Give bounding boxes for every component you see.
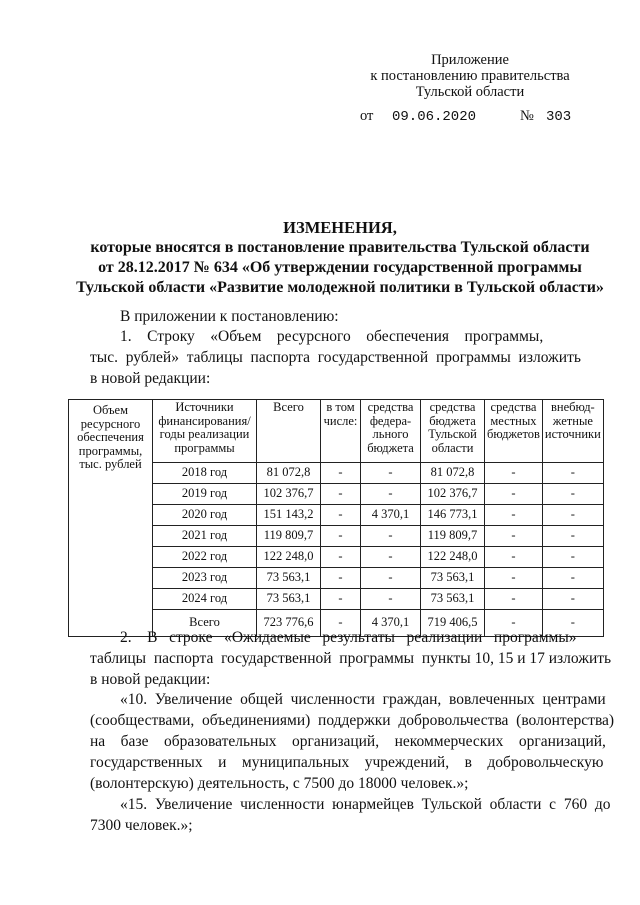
cell-federal: 4 370,1 — [361, 505, 421, 526]
item-1-line-2: тыс. рублей» таблицы паспорта государственной программы изложить — [90, 349, 581, 366]
cell-year: 2018 год — [153, 463, 257, 484]
cell-local: - — [485, 484, 543, 505]
document-title — [60, 218, 620, 298]
header-line: бюджета — [429, 413, 476, 428]
cell-year: 2022 год — [153, 547, 257, 568]
cell-offbudget: - — [542, 526, 603, 547]
item-1-line-1: 1. Строку «Объем ресурсного обеспечения программы, — [120, 328, 544, 345]
item-1-line-3: в новой редакции: — [90, 370, 211, 387]
cell-total: 151 143,2 — [257, 505, 321, 526]
header-line: средства — [429, 400, 476, 414]
cell-federal: - — [361, 463, 421, 484]
point-10-line-4: государственных и муниципальных учреждений, в добровольческую — [90, 754, 604, 771]
row-label-line: ресурсного — [80, 416, 141, 431]
cell-offbudget: - — [542, 610, 603, 637]
cell-total: 73 563,1 — [257, 589, 321, 610]
point-10 — [90, 689, 615, 794]
decree-date: 09.06.2020 — [392, 109, 477, 125]
point-10-line-2: (сообществами, объединениями) поддержки добровольчества (волонтерства) — [90, 712, 615, 729]
header-line: числе: — [323, 413, 358, 428]
cell-total: 119 809,7 — [257, 526, 321, 547]
cell-local: - — [485, 463, 543, 484]
cell-total: 81 072,8 — [257, 463, 321, 484]
number-prefix: № — [520, 108, 534, 124]
cell-year: 2024 год — [153, 589, 257, 610]
title-line-3: от 28.12.2017 № 634 «Об утверждении государственной программы — [98, 259, 582, 276]
cell-offbudget: - — [542, 463, 603, 484]
header-line: Всего — [273, 400, 304, 414]
appendix-line-2: к постановлению правительства — [370, 68, 570, 84]
header-line: в том — [326, 400, 355, 414]
header-line: источники — [544, 427, 601, 441]
cell-incl: - — [321, 526, 361, 547]
cell-incl: - — [321, 589, 361, 610]
header-line: средства — [490, 400, 537, 414]
cell-offbudget: - — [542, 484, 603, 505]
cell-incl: - — [321, 463, 361, 484]
cell-year: 2019 год — [153, 484, 257, 505]
cell-year: 2023 год — [153, 568, 257, 589]
point-10-line-1: «10. Увеличение общей численности граждан, вовлеченных центрами — [120, 691, 606, 708]
header-line: бюджета — [367, 440, 414, 455]
title-line-2: которые вносятся в постановление правительства Тульской области — [90, 239, 590, 256]
cell-total: 122 248,0 — [257, 547, 321, 568]
point-15 — [90, 794, 611, 836]
title-line-4: Тульской области «Развитие молодежной политики в Тульской области» — [76, 279, 604, 296]
cell-federal: - — [361, 568, 421, 589]
header-line: программы — [174, 440, 235, 455]
resource-table — [68, 399, 604, 637]
cell-local: - — [485, 568, 543, 589]
decree-number: 303 — [546, 109, 572, 125]
header-line: Источники — [175, 400, 234, 414]
header-line: области — [431, 440, 474, 455]
appendix-header — [340, 52, 600, 100]
cell-regional: 81 072,8 — [421, 463, 485, 484]
appendix-line-1: Приложение — [431, 52, 509, 68]
point-10-line-3: на базе образовательных организаций, некоммерческих организаций, — [90, 733, 606, 750]
cell-total: 73 563,1 — [257, 568, 321, 589]
row-label-line: обеспечения — [77, 430, 144, 444]
cell-regional: 73 563,1 — [421, 568, 485, 589]
item-2-line-3: в новой редакции: — [90, 671, 211, 688]
cell-federal: - — [361, 589, 421, 610]
header-offbudget — [542, 400, 603, 463]
cell-offbudget: - — [542, 589, 603, 610]
cell-regional: 146 773,1 — [421, 505, 485, 526]
cell-regional: 73 563,1 — [421, 589, 485, 610]
header-total — [257, 400, 321, 463]
item-2-line-1: 2. В строке «Ожидаемые результаты реализации программы» — [120, 629, 577, 646]
appendix-line-3: Тульской области — [415, 84, 525, 100]
cell-incl: - — [321, 547, 361, 568]
cell-incl: - — [321, 505, 361, 526]
header-federal — [361, 400, 421, 463]
header-line: бюджетов — [487, 427, 540, 441]
row-label-line: Объем — [93, 403, 128, 417]
cell-total: 102 376,7 — [257, 484, 321, 505]
cell-local: - — [485, 505, 543, 526]
cell-local: - — [485, 589, 543, 610]
intro-text: В приложении к постановлению: — [120, 308, 339, 325]
cell-regional: 719 406,5 — [421, 610, 485, 637]
cell-total: 723 776,6 — [257, 610, 321, 637]
header-line: федера- — [369, 413, 412, 428]
cell-local: - — [485, 610, 543, 637]
cell-federal: - — [361, 484, 421, 505]
cell-federal: - — [361, 526, 421, 547]
cell-regional: 102 376,7 — [421, 484, 485, 505]
header-line: льного — [372, 427, 409, 441]
header-sources — [153, 400, 257, 463]
header-incl — [321, 400, 361, 463]
cell-incl: - — [321, 484, 361, 505]
row-label-line: программы, — [78, 443, 143, 458]
header-line: местных — [490, 413, 537, 428]
item-2 — [90, 627, 612, 690]
cell-incl: - — [321, 568, 361, 589]
cell-year: 2021 год — [153, 526, 257, 547]
cell-year: Всего — [153, 610, 257, 637]
cell-year: 2020 год — [153, 505, 257, 526]
cell-local: - — [485, 526, 543, 547]
row-label-cell — [69, 400, 153, 637]
header-line: годы реализации — [159, 427, 250, 441]
cell-incl: - — [321, 610, 361, 637]
header-regional — [421, 400, 485, 463]
header-line: Тульской — [428, 427, 477, 441]
row-label-line: тыс. рублей — [79, 457, 142, 471]
cell-federal: 4 370,1 — [361, 610, 421, 637]
table-header-row — [69, 400, 604, 463]
item-2-line-2: таблицы паспорта государственной программы пункты 10, 15 и 17 изложить — [90, 650, 612, 667]
header-line: средства — [367, 400, 414, 414]
cell-regional: 119 809,7 — [421, 526, 485, 547]
point-15-line-2: 7300 человек.»; — [90, 817, 193, 834]
header-line: финансирования/ — [158, 413, 251, 428]
item-1 — [90, 326, 602, 389]
header-line: жетные — [552, 413, 593, 428]
cell-federal: - — [361, 547, 421, 568]
cell-regional: 122 248,0 — [421, 547, 485, 568]
cell-offbudget: - — [542, 547, 603, 568]
point-10-line-5: (волонтерскую) деятельность, с 7500 до 18000 человек.»; — [90, 775, 469, 792]
header-line: внебюд- — [550, 400, 595, 414]
cell-local: - — [485, 547, 543, 568]
point-15-line-1: «15. Увеличение численности юнармейцев Тульской области с 760 до — [120, 796, 611, 813]
date-prefix: от — [360, 108, 374, 124]
cell-offbudget: - — [542, 568, 603, 589]
header-local — [485, 400, 543, 463]
title-line-1: ИЗМЕНЕНИЯ, — [283, 218, 397, 237]
cell-offbudget: - — [542, 505, 603, 526]
